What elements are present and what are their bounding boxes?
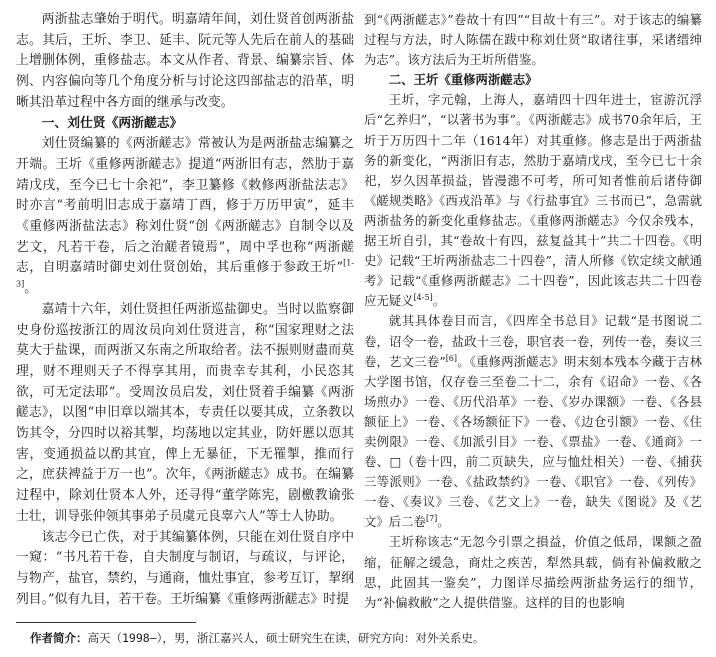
left-column [16,10,354,610]
paragraph-text: 刘仕贤编纂的《两浙鹾志》常被认为是两浙盐志编纂之开端。王圻《重修两浙鹾志》提道“两浙旧有志，然肋于嘉靖戊戌，至今已七十余祀”，李卫纂修《敕修两浙盐法志》时亦言“考前明旧志成于嘉靖丁酉，修于万历甲寅”，延丰《重修两浙盐法志》称刘仕贤“创《两浙鹾志》自制令以及艺文，凡若干卷，后之治鹾者镜焉”，周中孚也称“两浙鹾志，自明嘉靖时御史刘仕贤创始，其后重修于参政王圻” [16,136,354,276]
citation-ref: [4-5] [413,293,433,303]
author-footnote [30,630,484,646]
paragraph-text: 王圻，字元翰，上海人，嘉靖四十四年进士，宦游沉浮后“乞养归”，“以著书为事”。《两浙鹾志》成书70余年后，王圻于万历四十二年（1614年）对其重修。修志是出于两浙盐务的新变化，“两浙旧有志，然肋于嘉靖戊戌，至今已七十余祀，岁久因革损益，皆漫漶不可考，所可知者惟前后诸侍御《鹾规类略》《西戎沿革》与《行盐事宜》三书而已”，急需就两浙盐务的新变化重修盐志。《重修两浙鹾志》今仅余残本，据王圻自引，其“卷故十有四，兹复益其十”共二十四卷。《明史》记载“王圻两浙盐志二十四卷”，清人所修《钦定续文献通考》记载“《重修两浙鹾志》二十四卷”，因此该志共二十四卷应无疑义 [364,92,702,309]
citation-ref: [1-3] [16,259,354,289]
paragraph-text: 就其具体卷目而言，《四库全书总目》记载“是书图说二卷，诏令一卷，盐政十三卷，职官表一卷，列传一卷，奏议三卷，艺文三卷” [364,313,702,369]
intro-paragraph: 两浙盐志肇始于明代。明嘉靖年间，刘仕贤首创两浙盐志。其后，王圻、李卫、延丰、阮元等人先后在前人的基础上增删体例，重修盐志。本文从作者、背景、编纂宗旨、体例、内容偏向等几个角度分析与讨论这四部盐志的沿革，明晰其沿革过程中各方面的继承与改变。 [16,12,354,110]
section-heading-2: 二、王圻《重修两浙鹾志》 [388,72,538,88]
body-paragraph-3-continued: 到“《两浙鹾志》”卷故十有四”“目故十有三”。对于该志的编纂过程与方法，时人陈儒在跋中称刘仕贤“取诸往事，采诸缙绅为志”。该方法后为王圻所借鉴。 [364,12,702,68]
body-paragraph-1 [16,134,354,300]
paragraph-text-cont: 。《重修两浙鹾志》明末刻本残本今藏于吉林大学图书馆，仅存卷三至卷二十二，余有《诏命》一卷、《各场煎办》一卷、《历代沿革》一卷、《岁办课额》一卷、《各县额征上》一卷、《各场额征下》一卷、《边仓引额》一卷、《住卖例限》一卷、《加派引目》一卷、《票盐》一卷、《通商》一卷、□（卷十四，前二页缺失，应与恤灶相关）一卷、《捕获三等派则》一卷、《盐政禁约》一卷、《职官》一卷、《列传》一卷、《奏议》三卷、《艺文上》一卷，缺失《图说》及《艺文》后二卷 [364,353,702,530]
body-paragraph-6: 王圻称该志“无忽今引票之損益，价值之低昂，课额之盈缩，征解之缓急，商灶之疾苦，犁然具载，倘有补偏救敝之思，此固其一鉴矣”，力图详尽描绘两浙盐务运行的细节，为“补偏救敝”之人提供借鉴。这样的目的也影响 [364,534,702,610]
citation-ref: [7] [425,514,438,524]
body-paragraph-2: 嘉靖十六年，刘仕贤担任两浙巡盐御史。当时以监察御史身份巡按浙江的周汝员向刘仕贤进言，称“国家理财之法莫大于盐课，而两浙又东南之所取给者。法不振则财盡而莫理，财不理则天子不得享其用，而贵幸专其利，小民恣其欲，可无定法耶”。受周汝员启发，刘仕贤着手编纂《两浙鹾志》，以图“申旧章以端其本，专责任以要其成，立条教以饬其令，分四时以裕其掣，均荡地以定其业，防奸慝以恧其害，变通损益以酌其宜，俾上无暴征，下无罹掣，推而行之，庶获裨益于万一也”。次年，《两浙鹾志》成书。在编纂过程中，除刘仕贤本人外，还寻得“董学陈宪，剧檄教谕张士壮，训导张仲领其事弟子员虞元良辜六人”等士人协助。 [16,301,354,524]
paragraph-end: 。 [24,281,38,297]
body-paragraph-4 [364,90,702,311]
footnote-label: 作者简介： [30,631,88,645]
footnote-divider [16,622,196,623]
body-paragraph-5 [364,311,702,532]
paragraph-end: 。 [437,514,450,530]
section-heading-1: 一、刘仕贤《两浙鹾志》 [41,115,183,131]
paragraph-end: 。 [432,293,446,309]
citation-ref: [6] [445,353,458,363]
right-column [364,10,702,613]
body-paragraph-3: 该志今已亡佚，对于其编纂体例，只能在刘仕贤自序中一窥：“书凡若干卷，自夫制度与制诏，与疏议，与评论，与物产，盐官，禁约，与通商，恤灶事宜，参考互订，挈纲列目。”似有九目，若干卷。王圻编纂《重修两浙鹾志》时提 [16,529,354,607]
footnote-text: 高天（1998—），男，浙江嘉兴人，硕士研究生在读，研究方向：对外关系史。 [87,631,485,645]
